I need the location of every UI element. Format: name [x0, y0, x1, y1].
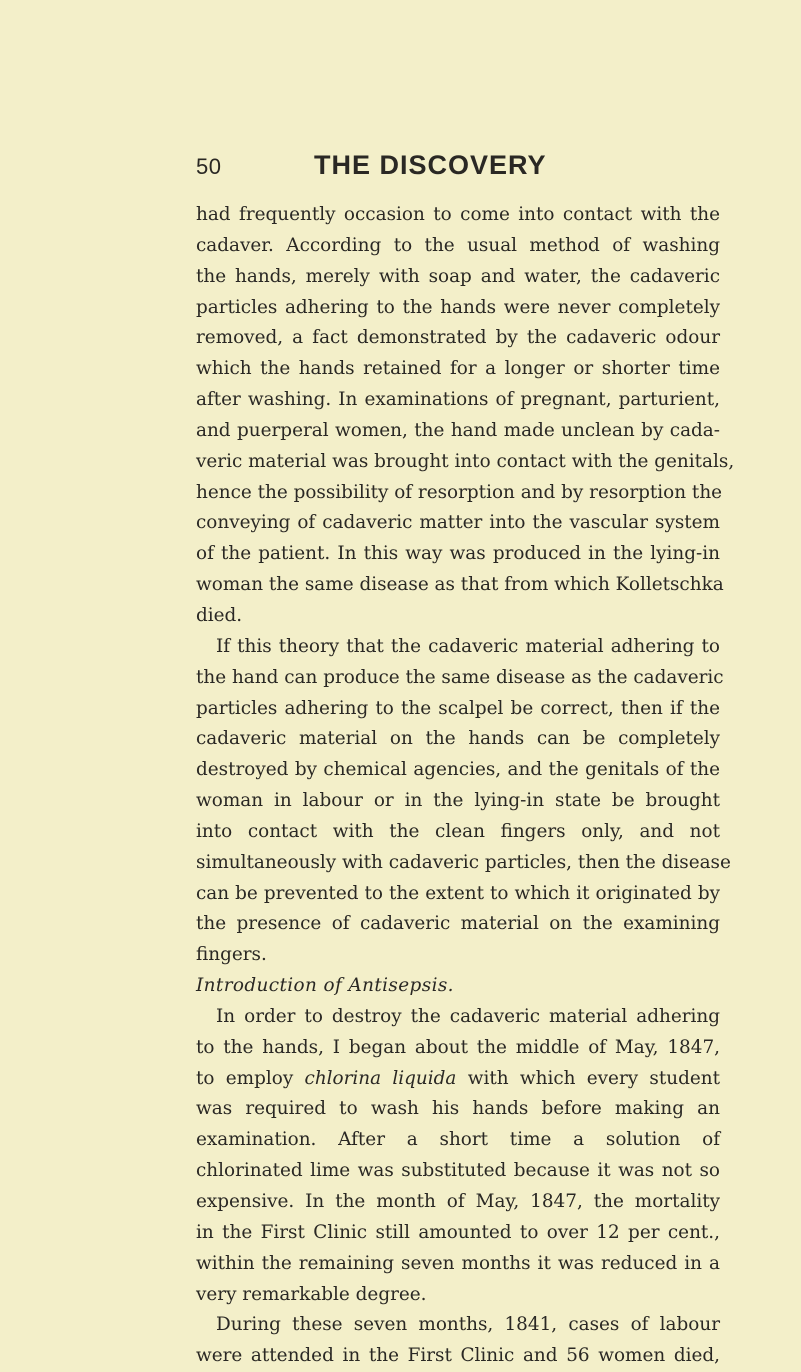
text-line: in the First Clinic still amounted to over 12 per cent., — [196, 1221, 720, 1243]
text-line: into contact with the clean fingers only, and not — [196, 820, 720, 842]
text-line: the hands, merely with soap and water, the cadaveric — [196, 265, 720, 287]
body-text — [196, 200, 735, 1372]
text-line: cadaveric material on the hands can be completely — [196, 728, 720, 750]
section-heading: Introduction of Antisepsis. — [196, 975, 454, 997]
page-header — [196, 150, 596, 190]
text-line: very remarkable degree. — [196, 1283, 427, 1305]
text-line: woman in labour or in the lying-in state be brought — [196, 790, 720, 812]
text-line: chlorinated lime was substituted because it was not so — [196, 1160, 720, 1182]
text-line: can be prevented to the extent to which it originated by — [196, 882, 720, 904]
text-run: with which every student — [456, 1067, 720, 1089]
text-line: died. — [196, 604, 243, 626]
text-line: had frequently occasion to come into contact with the — [196, 204, 720, 225]
text-line: destroyed by chemical agencies, and the genitals of the — [196, 759, 720, 781]
text-line: woman the same disease as that from which Kolletschka — [196, 574, 724, 596]
text-line: fingers. — [196, 944, 267, 966]
text-line: particles adhering to the scalpel be correct, then if the — [196, 697, 720, 719]
running-title: THE DISCOVERY — [314, 150, 547, 180]
text-line: particles adhering to the hands were never completely — [196, 296, 720, 318]
text-line: removed, a fact demonstrated by the cadaveric odour — [196, 327, 720, 349]
text-line: were attended in the First Clinic and 56 women died, — [196, 1345, 720, 1367]
text-line: cadaver. According to the usual method of washing — [196, 234, 720, 256]
text-line: expensive. In the month of May, 1847, the mortality — [196, 1191, 720, 1212]
text-line: hence the possibility of resorption and by resorption the — [196, 481, 723, 503]
text-line: If this theory that the cadaveric material adhering to — [216, 635, 720, 657]
text-line: the presence of cadaveric material on the examining — [196, 913, 720, 935]
page-number: 50 — [196, 154, 222, 179]
text-line: In order to destroy the cadaveric material adhering — [216, 1005, 720, 1027]
text-line-mixed — [196, 1064, 720, 1095]
italic-term: chlorina liquida — [304, 1067, 457, 1089]
text-line: simultaneously with cadaveric particles, then the disease — [196, 851, 731, 873]
text-line: the hand can produce the same disease as the cadaveric — [196, 666, 724, 688]
text-line: veric material was brought into contact with the genitals, — [196, 450, 735, 472]
text-line: to the hands, I began about the middle of May, 1847, — [196, 1036, 720, 1058]
text-line: conveying of cadaveric matter into the vascular system — [196, 512, 720, 534]
text-line: within the remaining seven months it was reduced in a — [196, 1252, 720, 1274]
text-line: examination. After a short time a solution of — [196, 1129, 720, 1151]
text-line: of the patient. In this way was produced in the lying-in — [196, 543, 720, 565]
text-line: During these seven months, 1841, cases of labour — [216, 1314, 720, 1336]
text-line: which the hands retained for a longer or shorter time — [196, 358, 720, 380]
text-run: to employ — [196, 1067, 305, 1089]
text-line: after washing. In examinations of pregnant, parturient, — [196, 389, 720, 411]
text-line: was required to wash his hands before making an — [196, 1098, 720, 1120]
text-line: and puerperal women, the hand made unclean by cada- — [196, 419, 720, 441]
